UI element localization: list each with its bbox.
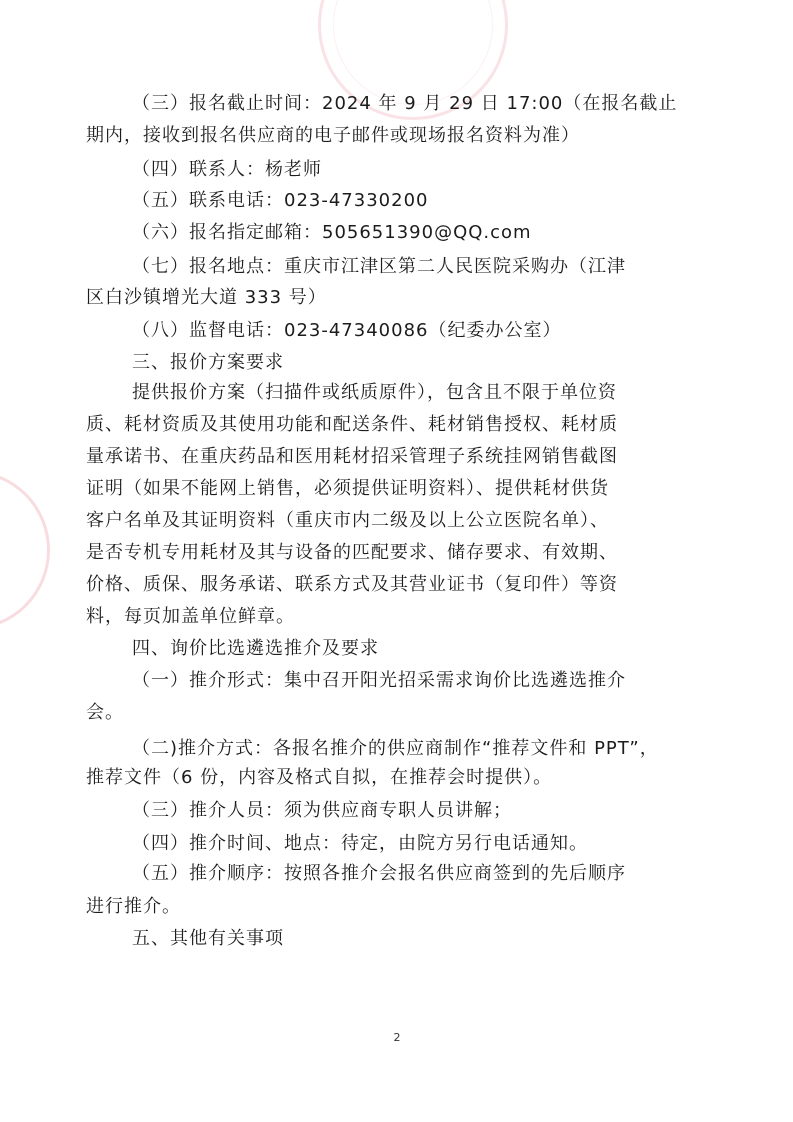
text-line: （八）监督电话：023-47340086（纪委办公室） — [132, 320, 562, 341]
section-heading: 四、询价比选遴选推介及要求 — [132, 638, 379, 659]
text-line: （一）推介形式：集中召开阳光招采需求询价比选遴选推介 — [132, 670, 626, 691]
text-line: 期内，接收到报名供应商的电子邮件或现场报名资料为准） — [86, 125, 580, 146]
text-line: （二)推介方式：各报名推介的供应商制作“推荐文件和 PPT”， — [132, 738, 659, 759]
text-line: 质、耗材资质及其使用功能和配送条件、耗材销售授权、耗材质 — [86, 414, 618, 435]
text-line: 证明（如果不能网上销售，必须提供证明资料）、提供耗材供货 — [86, 478, 609, 499]
text-line: （四）推介时间、地点：待定，由院方另行电话通知。 — [132, 833, 588, 854]
text-line: 客户名单及其证明资料（重庆市内二级及以上公立医院名单）、 — [86, 510, 609, 531]
text-line: （三）报名截止时间：2024 年 9 月 29 日 17:00（在报名截止 — [132, 93, 678, 114]
text-line: 量承诺书、在重庆药品和医用耗材招采管理子系统挂网销售截图 — [86, 446, 618, 467]
text-line: 进行推介。 — [86, 896, 181, 917]
text-line: 会。 — [86, 702, 124, 723]
text-line: 推荐文件（6 份，内容及格式自拟，在推荐会时提供）。 — [86, 767, 553, 788]
text-line: 区白沙镇增光大道 333 号） — [86, 287, 327, 308]
text-line: （五）联系电话：023-47330200 — [132, 190, 429, 211]
page-number: 2 — [393, 1031, 401, 1044]
text-line: （六）报名指定邮箱：505651390@QQ.com — [132, 222, 532, 243]
text-line: （五）推介顺序：按照各推介会报名供应商签到的先后顺序 — [132, 863, 626, 884]
text-line: 是否专机专用耗材及其与设备的匹配要求、储存要求、有效期、 — [86, 542, 618, 563]
red-seal-left-icon — [0, 470, 50, 630]
text-line: 料，每页加盖单位鲜章。 — [86, 606, 295, 627]
section-heading: 三、报价方案要求 — [132, 352, 284, 373]
text-line: 价格、质保、服务承诺、联系方式及其营业证书（复印件）等资 — [86, 574, 618, 595]
text-line: （四）联系人：杨老师 — [132, 159, 322, 180]
text-line: 提供报价方案（扫描件或纸质原件），包含且不限于单位资 — [132, 382, 617, 403]
text-line: （七）报名地点：重庆市江津区第二人民医院采购办（江津 — [132, 256, 626, 277]
text-line: （三）推介人员：须为供应商专职人员讲解； — [132, 800, 512, 821]
section-heading: 五、其他有关事项 — [132, 928, 284, 949]
